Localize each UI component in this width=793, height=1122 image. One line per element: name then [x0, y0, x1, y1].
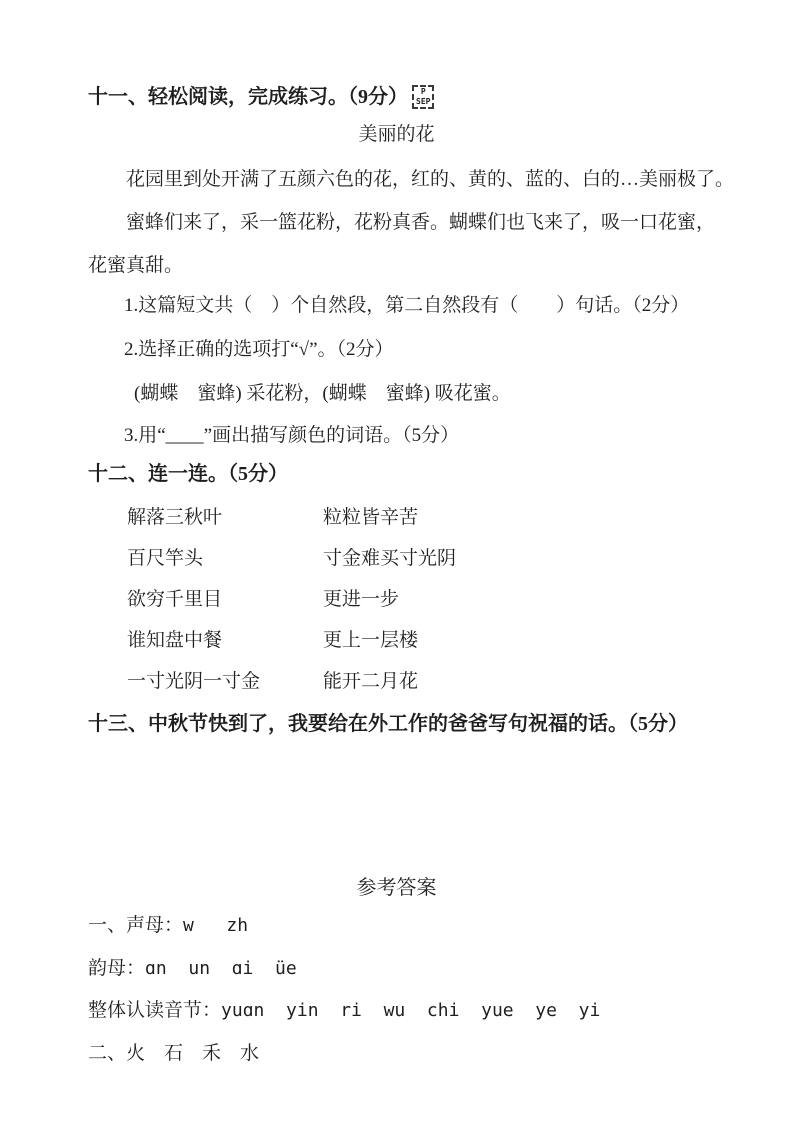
- match-left-phrase: 解落三秋叶: [127, 507, 223, 528]
- match-right-phrase: 寸金难买寸光阴: [323, 548, 457, 569]
- answer-value: yuɑn yin ri wu chi yue ye yi: [221, 1000, 601, 1021]
- answer-label: 韵母：: [88, 958, 146, 979]
- answer-label: 整体认读音节：: [88, 1000, 222, 1021]
- section-12-heading: 十二、连一连。（5分）: [88, 463, 288, 485]
- match-right-phrase: 更进一步: [323, 589, 400, 610]
- answers-title: 参考答案: [356, 877, 437, 899]
- section-11-heading: [88, 84, 434, 110]
- answer-label: 一、声母：: [88, 915, 184, 936]
- answer-line-shengmu: [88, 913, 248, 939]
- answer-value: w zh: [183, 915, 249, 936]
- match-right-phrase: 更上一层楼: [323, 630, 419, 651]
- question-2: 2.选择正确的选项打“√”。（2分）: [124, 339, 394, 360]
- section-13-heading: 十三、中秋节快到了，我要给在外工作的爸爸写句祝福的话。（5分）: [88, 713, 688, 735]
- page-separator-marker-line1: P: [420, 87, 426, 96]
- answer-line-yunmu: [88, 956, 297, 982]
- match-left-phrase: 一寸光阴一寸金: [127, 671, 261, 692]
- question-1: 1.这篇短文共（ ）个自然段，第二自然段有（ ）句话。（2分）: [124, 295, 690, 316]
- answer-label: 二、: [88, 1043, 127, 1064]
- match-right-phrase: 能开二月花: [323, 671, 419, 692]
- match-left-phrase: 百尺竿头: [127, 548, 204, 569]
- page-separator-marker-line2: SEP: [416, 97, 431, 106]
- match-right-phrase: 粒粒皆辛苦: [323, 507, 419, 528]
- question-3: 3.用“____”画出描写颜色的词语。（5分）: [124, 425, 460, 446]
- passage-title: 美丽的花: [358, 124, 435, 145]
- answer-line-hanzi: [88, 1041, 259, 1067]
- match-left-phrase: 谁知盘中餐: [127, 630, 223, 651]
- passage-paragraph-2: 蜜蜂们来了，采一篮花粉，花粉真香。蝴蝶们也飞来了，吸一口花蜜，花蜜真甜。: [88, 212, 716, 276]
- passage-paragraph-1: 花园里到处开满了五颜六色的花，红的、黄的、蓝的、白的…美丽极了。: [126, 169, 735, 190]
- section-11-heading-text: 十一、轻松阅读，完成练习。（9分）: [88, 86, 408, 108]
- question-2-choice-line: (蝴蝶 蜜蜂) 采花粉，(蝴蝶 蜜蜂) 吸花蜜。: [134, 383, 511, 404]
- page-separator-marker-icon: [412, 85, 434, 109]
- answer-value: 火 石 禾 水: [126, 1043, 260, 1064]
- match-left-phrase: 欲穷千里目: [127, 589, 223, 610]
- answer-line-zhengtirendu: [88, 998, 600, 1024]
- answer-value: ɑn un ɑi üe: [145, 958, 297, 979]
